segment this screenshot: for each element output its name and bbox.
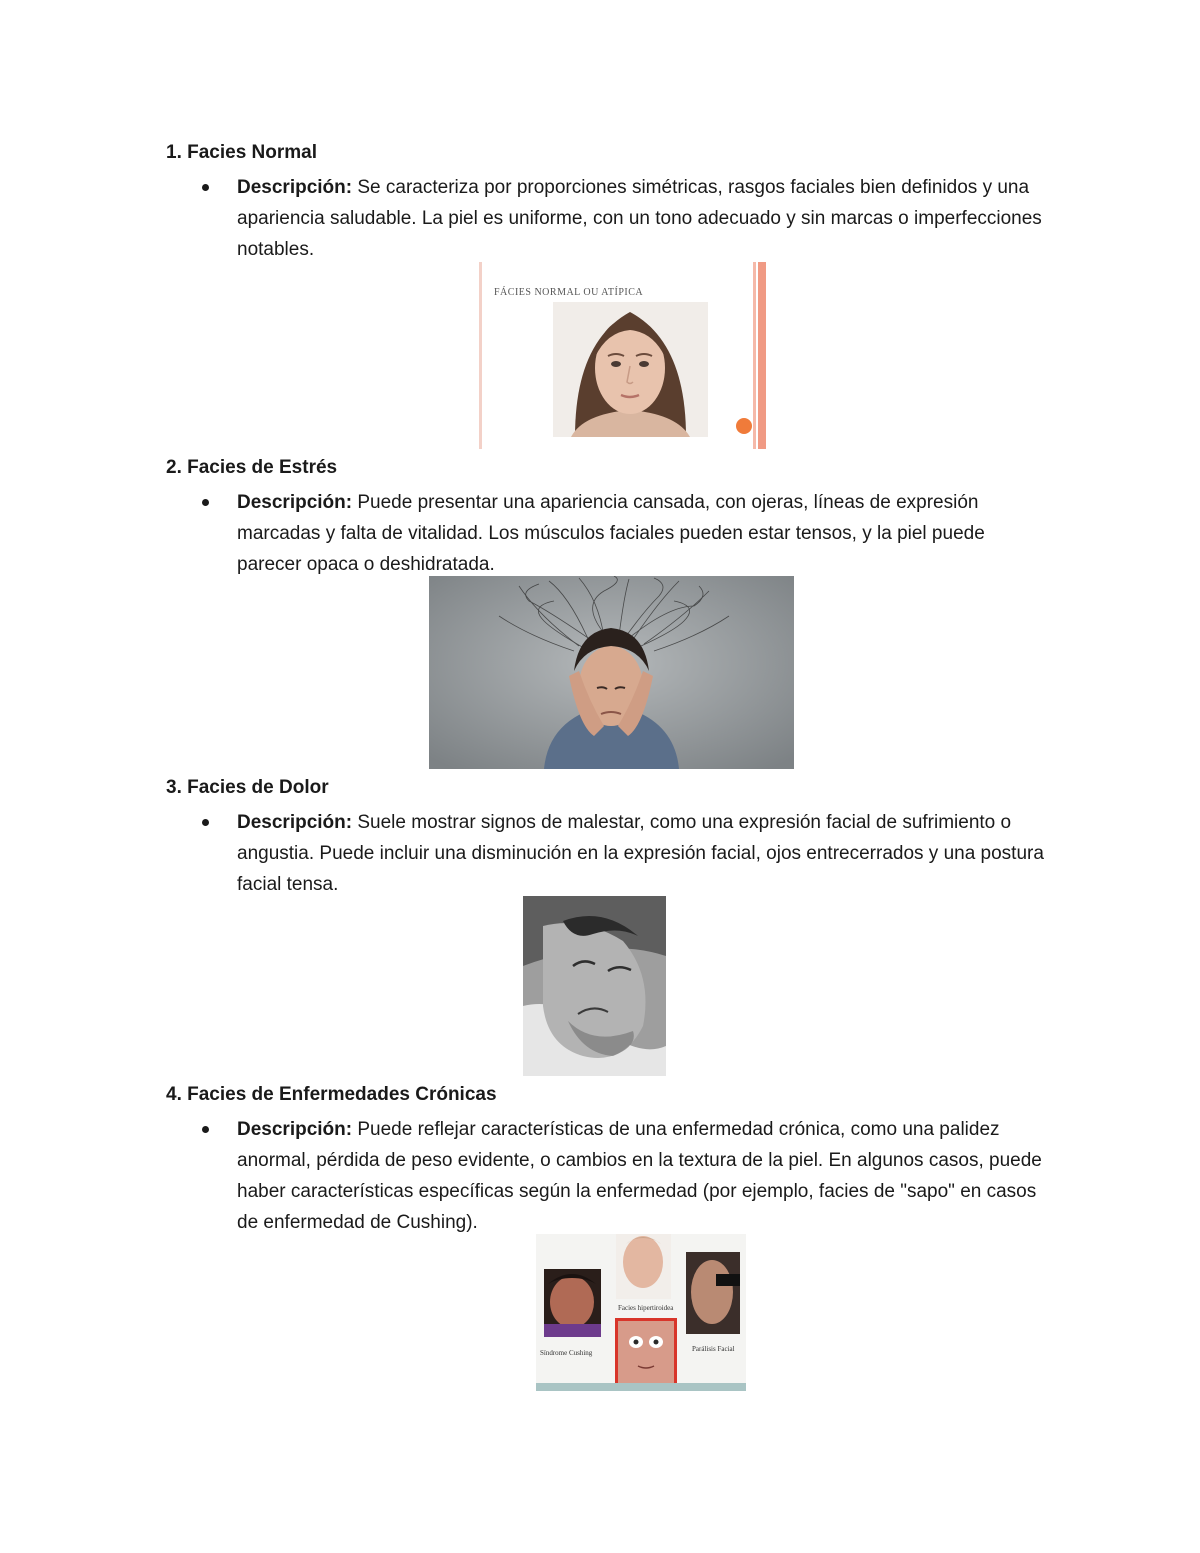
section-facies-normal bbox=[166, 141, 1046, 265]
bullet-dot bbox=[202, 819, 209, 826]
bullet-item bbox=[166, 1114, 1046, 1238]
image-facies-normal bbox=[479, 262, 767, 449]
bullet-dot bbox=[202, 1126, 209, 1133]
description-text bbox=[237, 807, 1046, 900]
bullet-item bbox=[166, 172, 1046, 265]
bottom-strip bbox=[536, 1383, 746, 1391]
section-heading: 3. Facies de Dolor bbox=[166, 777, 329, 798]
slide-border-right bbox=[753, 262, 756, 449]
description-label: Descripción: bbox=[237, 492, 353, 513]
description-body: Suele mostrar signos de malestar, como una expresión facial de sufrimiento o angustia. Puede incluir una disminución en la expresión facial, ojos entrecerrados y una postura facial tensa. bbox=[237, 812, 1044, 895]
label-cushing: Síndrome Cushing bbox=[540, 1349, 593, 1357]
slide-caption: FÁCIES NORMAL OU ATÍPICA bbox=[494, 287, 644, 298]
description-body: Puede presentar una apariencia cansada, con ojeras, líneas de expresión marcadas y falta de vitalidad. Los músculos faciales pueden estar tensos, y la piel puede parecer opaca o deshidratada. bbox=[237, 492, 985, 575]
section-facies-enfermedades-cronicas bbox=[166, 1083, 1046, 1238]
description-text bbox=[237, 487, 1046, 580]
image-facies-dolor bbox=[523, 896, 666, 1076]
section-heading: 1. Facies Normal bbox=[166, 142, 318, 163]
bullet-dot bbox=[202, 499, 209, 506]
description-label: Descripción: bbox=[237, 1119, 353, 1140]
bullet-item bbox=[166, 487, 1046, 580]
description-text bbox=[237, 172, 1046, 265]
slide-border-right-accent bbox=[758, 262, 766, 449]
slide-border-left bbox=[479, 262, 482, 449]
bullet-dot bbox=[202, 184, 209, 191]
description-body: Se caracteriza por proporciones simétricas, rasgos faciales bien definidos y una apariencia saludable. La piel es uniforme, con un tono adecuado y sin marcas o imperfecciones notables. bbox=[237, 177, 1042, 260]
image-facies-estres bbox=[429, 576, 794, 769]
orange-dot bbox=[736, 418, 752, 434]
section-heading: 2. Facies de Estrés bbox=[166, 457, 338, 478]
description-body: Puede reflejar características de una enfermedad crónica, como una palidez anormal, pérdida de peso evidente, o cambios en la textura de la piel. En algunos casos, puede haber características específicas según la enfermedad (por ejemplo, facies de "sapo" en casos de enfermedad de Cushing). bbox=[237, 1119, 1042, 1233]
image-facies-enfermedades-cronicas bbox=[536, 1234, 746, 1391]
bullet-item bbox=[166, 807, 1046, 900]
section-heading: 4. Facies de Enfermedades Crónicas bbox=[166, 1084, 497, 1105]
section-facies-dolor bbox=[166, 776, 1046, 900]
description-text bbox=[237, 1114, 1046, 1238]
label-hypertiroid: Facies hipertiroidea bbox=[618, 1304, 674, 1312]
label-paralysis: Parálisis Facial bbox=[692, 1345, 735, 1353]
section-facies-estres bbox=[166, 456, 1046, 580]
description-label: Descripción: bbox=[237, 177, 353, 198]
normal-face-photo bbox=[553, 302, 708, 437]
description-label: Descripción: bbox=[237, 812, 353, 833]
